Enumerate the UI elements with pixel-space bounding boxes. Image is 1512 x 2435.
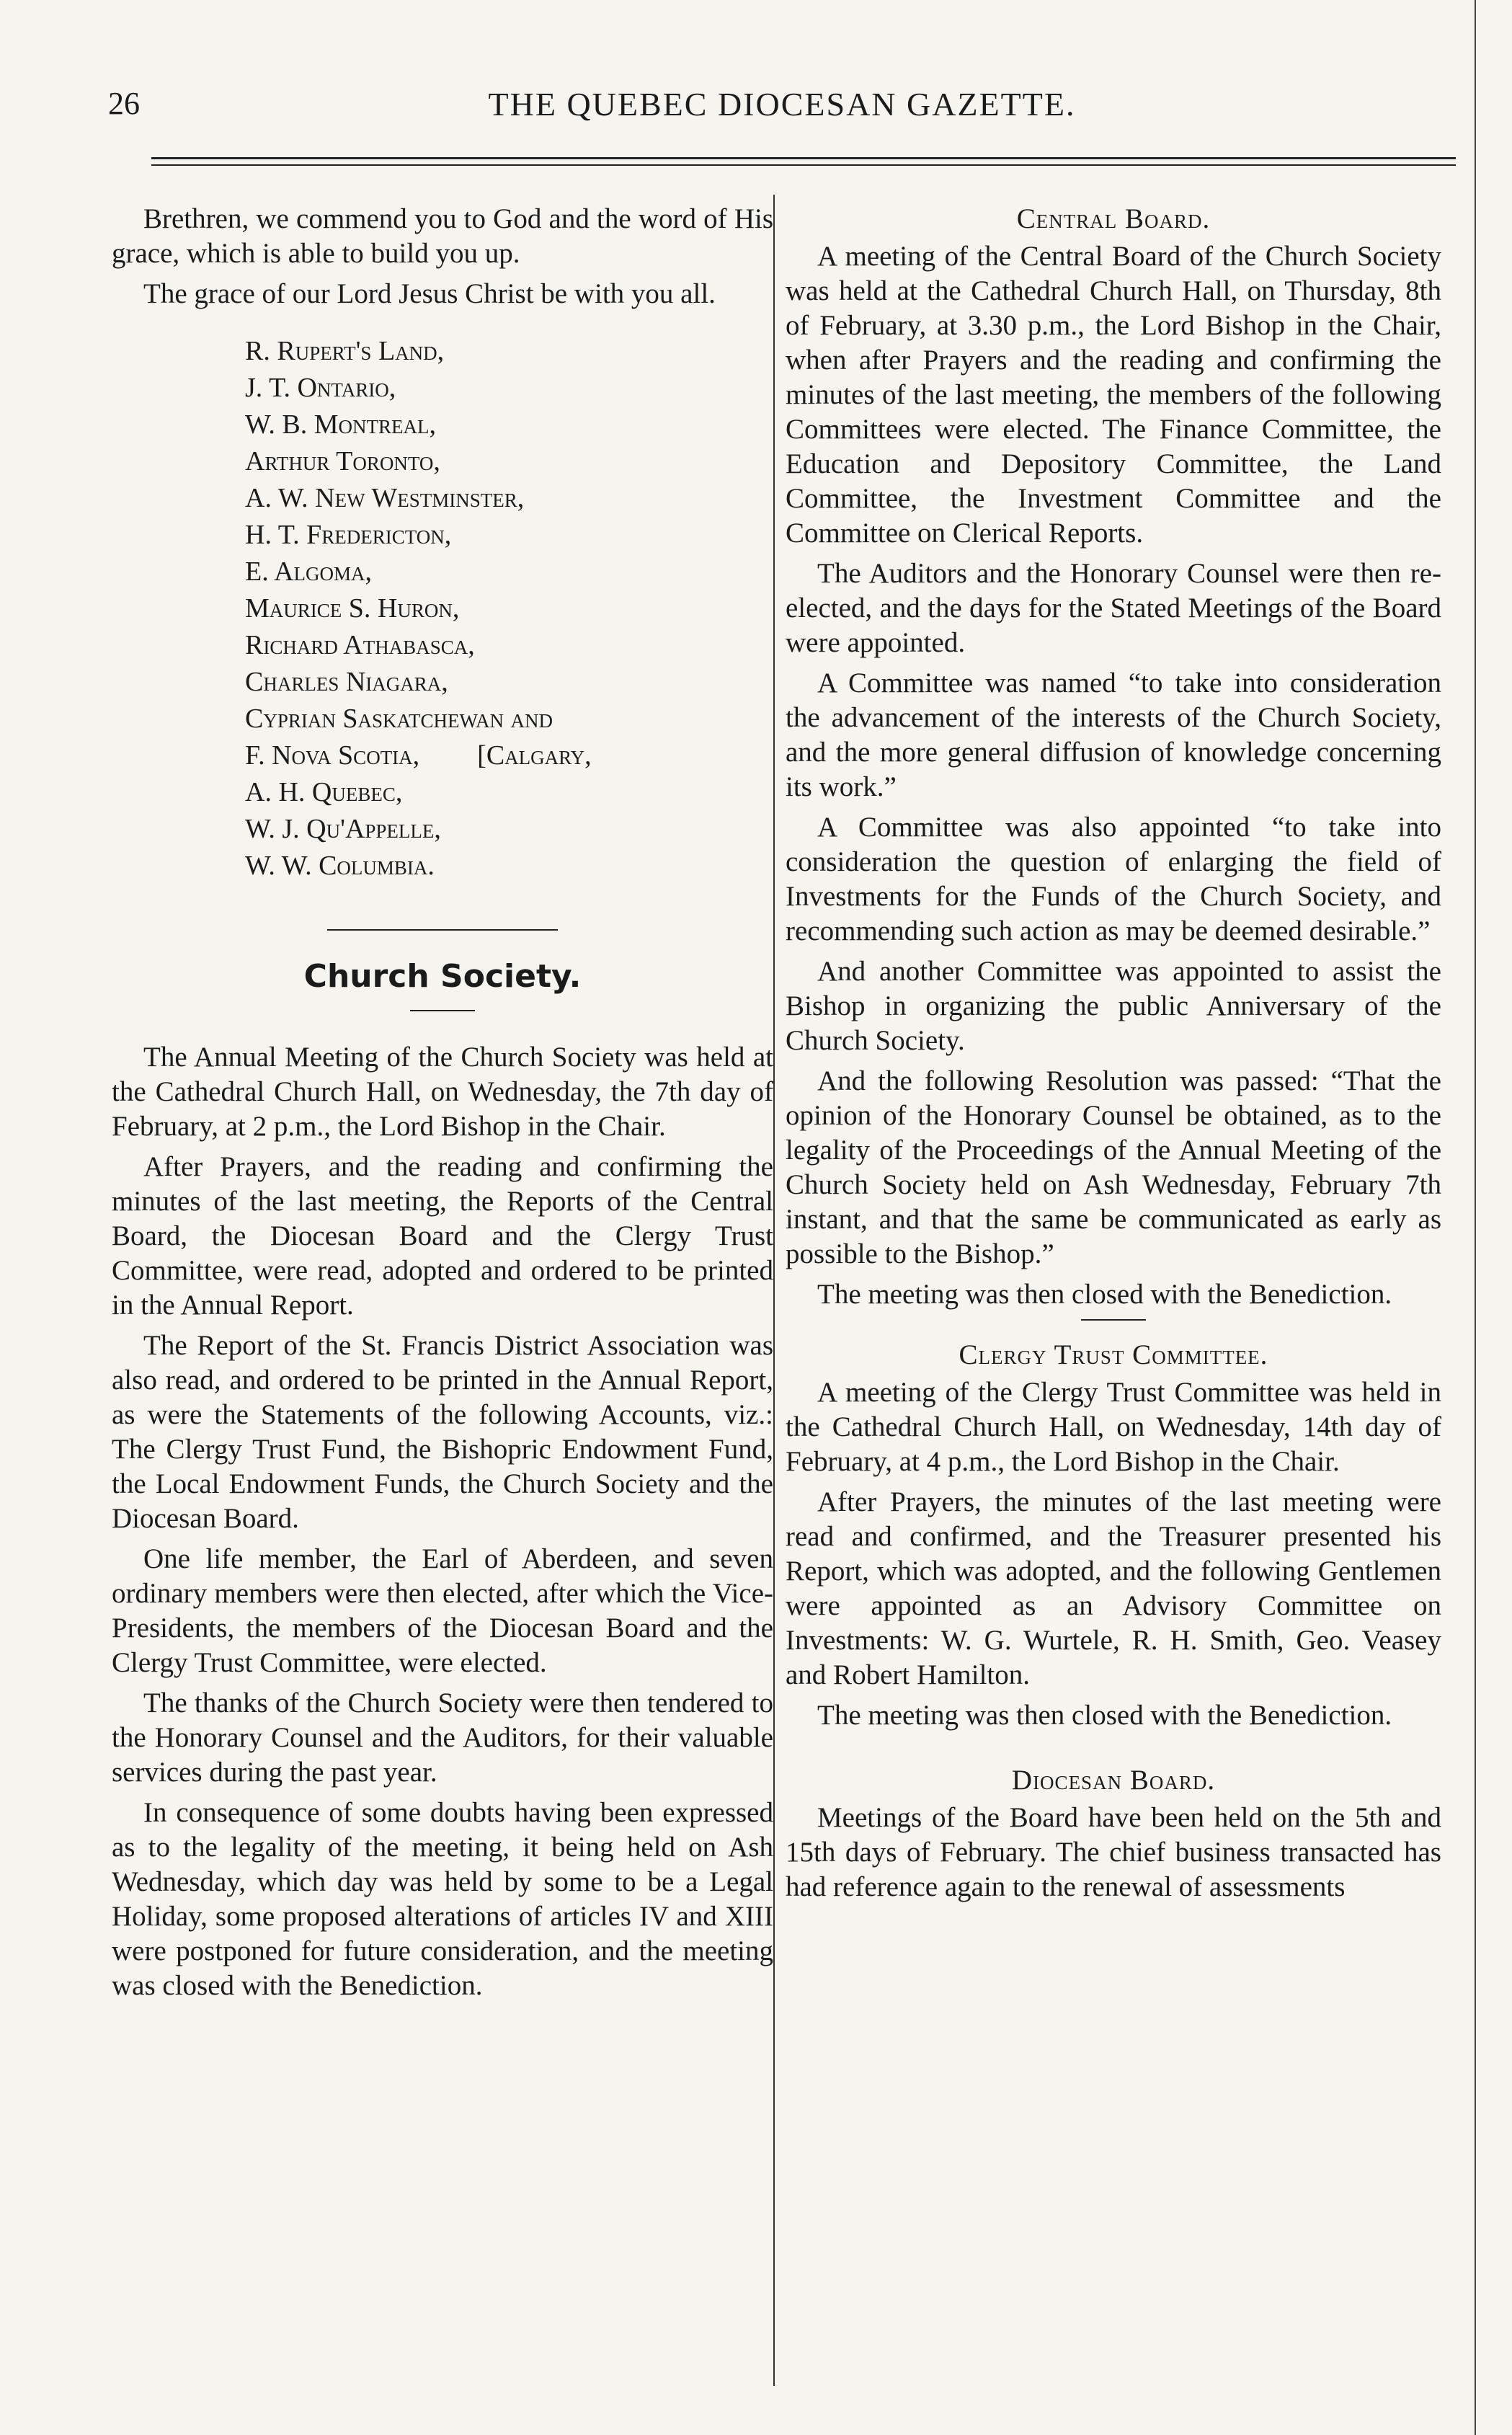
short-rule xyxy=(1081,1319,1146,1321)
short-rule xyxy=(410,1010,475,1011)
page-header xyxy=(108,85,1456,136)
signatory: W. B. Montreal, xyxy=(245,409,436,440)
paragraph: And another Committee was appointed to assist the Bishop in organizing the public Anniversary of the Church Society. xyxy=(786,956,1441,1056)
paragraph: A Committee was also appointed “to take into consideration the question of enlarging the field of Investments for the Funds of the Church Society, and recommending such action as may be deemed desirable.” xyxy=(786,812,1441,946)
signatory: Arthur Toronto, xyxy=(245,446,440,476)
signatory: H. T. Fredericton, xyxy=(245,520,452,550)
signatory: E. Algoma, xyxy=(245,556,373,587)
right-column xyxy=(786,202,1441,1910)
signatory: R. Rupert's Land, xyxy=(245,336,445,366)
signatory: Richard Athabasca, xyxy=(245,630,475,660)
paragraph: After Prayers, the minutes of the last meeting were read and confirmed, and the Treasurer presented his Report, which was adopted, and the following Gentlemen were appointed as an Advisory Committee on Investments: W. G. Wurtele, R. H. Smith, Geo. Veasey and Robert Hamilton. xyxy=(786,1486,1441,1690)
clergy-trust-heading: Clergy Trust Committee. xyxy=(959,1339,1268,1370)
paragraph: A Committee was named “to take into consideration the advancement of the interests of the Church Society, and the more general diffusion of knowledge concerning its work.” xyxy=(786,667,1441,802)
signatory: W. J. Qu'Appelle, xyxy=(245,814,441,844)
paragraph: A meeting of the Clergy Trust Committee was held in the Cathedral Church Hall, on Wednesday, 14th day of February, at 4 p.m., the Lord Bishop in the Chair. xyxy=(786,1377,1441,1477)
benediction-paragraph: The grace of our Lord Jesus Christ be with you all. xyxy=(143,278,716,309)
signatory: Maurice S. Huron, xyxy=(245,593,460,624)
signatory: W. W. Columbia. xyxy=(245,851,435,881)
paragraph: The Auditors and the Honorary Counsel were then re-elected, and the days for the Stated Meetings of the Board were appointed. xyxy=(786,558,1441,658)
page-edge-line xyxy=(1475,0,1476,2435)
paragraph: The Report of the St. Francis District Association was also read, and ordered to be printed in the Annual Report, as were the Statements of the following Accounts, viz.: The Clergy Trust Fund, the Bishopric Endowment Fund, the Local Endowment Funds, the Church Society and the Diocesan Board. xyxy=(112,1330,773,1534)
gazette-title: THE QUEBEC DIOCESAN GAZETTE. xyxy=(488,86,1076,123)
bracket-note: [Calgary, xyxy=(477,740,592,771)
signatory: J. T. Ontario, xyxy=(245,373,396,403)
paragraph: After Prayers, and the reading and confirming the minutes of the last meeting, the Reports of the Central Board, the Diocesan Board and the Clergy Trust Committee, were read, adopted and ordered to be printed in the Annual Report. xyxy=(112,1151,773,1321)
paragraph: One life member, the Earl of Aberdeen, and seven ordinary members were then elected, after which the Vice-Presidents, the members of the Diocesan Board and the Clergy Trust Committee, were elected. xyxy=(112,1543,773,1678)
paragraph: The Annual Meeting of the Church Society was held at the Cathedral Church Hall, on Wednesday, the 7th day of February, at 2 p.m., the Lord Bishop in the Chair. xyxy=(112,1042,773,1142)
signatory: A. W. New Westminster, xyxy=(245,483,525,513)
paragraph: In consequence of some doubts having been expressed as to the legality of the meeting, it being held on Ash Wednesday, which day was held by some to be a Legal Holiday, some proposed alterations of articles IV and XIII were postponed for future consideration, and the meeting was closed with the Benediction. xyxy=(112,1797,773,2001)
paragraph: The meeting was then closed with the Benediction. xyxy=(817,1700,1392,1731)
left-column xyxy=(112,202,773,2009)
signatory: F. Nova Scotia, xyxy=(245,740,420,771)
signatory: Cyprian Saskatchewan and xyxy=(245,704,553,734)
central-board-heading: Central Board. xyxy=(1016,203,1211,234)
paragraph: Meetings of the Board have been held on the 5th and 15th days of February. The chief business transacted has had reference again to the renewal of assessments xyxy=(786,1802,1441,1902)
section-title: Church Society. xyxy=(303,958,582,995)
signatory: Charles Niagara, xyxy=(245,667,448,697)
paragraph: A meeting of the Central Board of the Church Society was held at the Cathedral Church Hall, on Thursday, 8th of February, at 3.30 p.m., the Lord Bishop in the Chair, when after Prayers and the reading and confirming the minutes of the last meeting, the members of the following Committees were elected. The Finance Committee, the Education and Depository Committee, the Land Committee, the Investment Committee and the Committee on Clerical Reports. xyxy=(786,241,1441,549)
page-number: 26 xyxy=(108,86,140,121)
paragraph: The thanks of the Church Society were then tendered to the Honorary Counsel and the Auditors, for their valuable services during the past year. xyxy=(112,1687,773,1788)
ornament-divider xyxy=(112,912,773,946)
header-rule xyxy=(151,157,1456,166)
signatories-list xyxy=(245,333,773,884)
signatory: A. H. Quebec, xyxy=(245,777,403,807)
column-divider xyxy=(773,195,775,2386)
paragraph: And the following Resolution was passed: “That the opinion of the Honorary Counsel be obtained, as to the legality of the Proceedings of the Annual Meeting of the Church Society held on Ash Wednesday, February 7th instant, and that the same be communicated as early as possible to the Bishop.” xyxy=(786,1065,1441,1269)
signatory-row xyxy=(245,737,773,774)
intro-paragraph: Brethren, we commend you to God and the word of His grace, which is able to build you up. xyxy=(112,203,773,269)
diocesan-board-heading: Diocesan Board. xyxy=(1011,1765,1216,1796)
paragraph: The meeting was then closed with the Benediction. xyxy=(817,1279,1392,1310)
